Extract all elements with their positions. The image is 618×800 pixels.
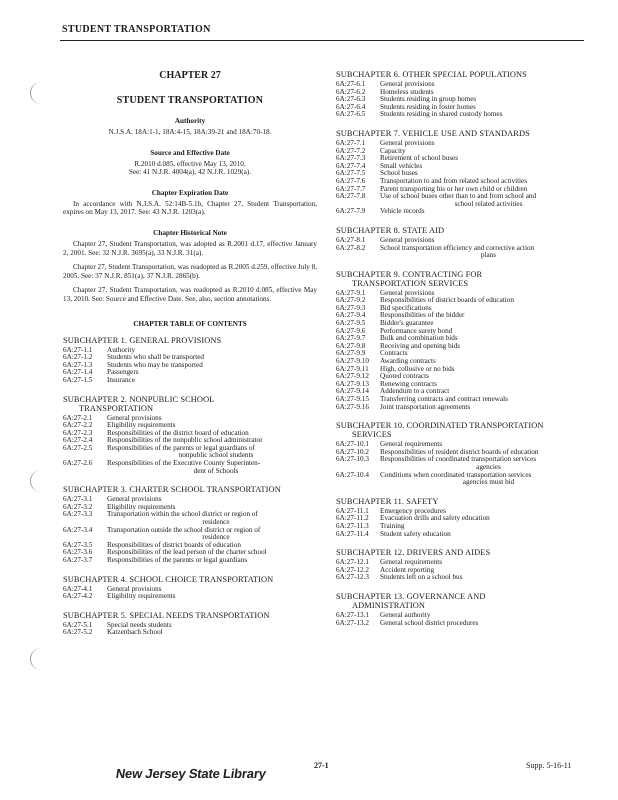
section-number: 6A:27-5.1 (63, 620, 93, 629)
section-title: Joint transportation agreements (380, 402, 471, 411)
section-number: 6A:27-9.13 (336, 379, 369, 388)
section-title: General provisions (380, 80, 435, 88)
section-title: General provisions (107, 584, 162, 593)
toc-entry (336, 472, 589, 487)
section-title: Eligibility requirements (107, 421, 176, 430)
supplement-date: Supp. 5-16-11 (526, 761, 572, 770)
section-number: 6A:27-12.1 (336, 558, 369, 567)
subchapter-title: SUBCHAPTER 9. CONTRACTING FOR (336, 269, 483, 279)
subchapter-title: SUBCHAPTER 4. SCHOOL CHOICE TRANSPORTATION (63, 574, 274, 584)
section-number: 6A:27-2.6 (63, 459, 93, 468)
toc-entry (63, 622, 317, 630)
section-title: Responsibilities of the bidder (380, 311, 465, 320)
chapter-title: STUDENT TRANSPORTATION (116, 95, 264, 106)
section-number: 6A:27-1.2 (63, 353, 93, 362)
section-number: 6A:27-7.9 (336, 207, 366, 216)
subchapter-section (336, 497, 589, 538)
toc-entry (63, 377, 317, 385)
section-number: 6A:27-9.12 (336, 372, 369, 381)
section-list (336, 559, 589, 582)
section-title: Responsibilities of coordinated transportation services (380, 455, 537, 464)
toc-entry (63, 460, 317, 475)
section-title: General provisions (380, 288, 435, 297)
section-title: General school district procedures (380, 618, 479, 627)
subchapter-section (63, 336, 317, 385)
section-title-wrap (107, 445, 317, 460)
section-title: Transportation to and from related school activities (380, 176, 528, 185)
history-paragraph: Chapter 27, Student Transportation, was adopted as R.2001 d.17, effective January 2, 2001. See: 32 N.J.R. 3695(a), 33 N.J.R. 31(a). (63, 239, 317, 257)
chapter-number: CHAPTER 27 (159, 70, 221, 81)
subchapter-heading (336, 70, 589, 79)
section-title-wrap (380, 111, 589, 119)
section-title: General provisions (380, 235, 435, 244)
toc-entry (336, 208, 589, 216)
section-number: 6A:27-2.5 (63, 443, 93, 452)
section-title: Homeless students (380, 87, 434, 96)
section-title: Evacuation drills and safety education (380, 514, 490, 523)
section-number: 6A:27-9.16 (336, 402, 369, 411)
toc-entry (336, 404, 589, 412)
section-title-wrap (380, 620, 589, 628)
section-number: 6A:27-3.2 (63, 502, 93, 511)
section-title: Eligibility requirements (107, 502, 176, 511)
subchapter-section (336, 592, 589, 627)
section-title: School buses (380, 169, 418, 178)
section-title: Students residing in group homes (380, 95, 477, 104)
punch-hole-mark (30, 648, 49, 670)
subchapter-heading (336, 270, 589, 288)
toc-entry (63, 557, 317, 565)
section-title: Responsibilities of the district board of education (107, 428, 249, 437)
section-title: General provisions (380, 138, 435, 147)
subchapter-heading (63, 395, 317, 413)
toc-entry (63, 445, 317, 460)
section-number: 6A:27-9.3 (336, 303, 366, 312)
section-number: 6A:27-7.5 (336, 169, 366, 178)
subchapter-title-continued: ADMINISTRATION (352, 600, 426, 610)
section-title: Transportation outside the school district or region of (107, 525, 261, 534)
section-title: Responsibilities of the lead person of the charter school (107, 548, 267, 557)
section-number: 6A:27-6.2 (336, 87, 366, 96)
section-title: Conditions when coordinated transportation services (380, 470, 532, 479)
section-title: Students who may be transported (107, 360, 203, 369)
history-paragraph: Chapter 27, Student Transportation, was readopted as R.2010 d.085, effective May 13, 2010. See: Source and Effective Date. See, also, section annotations. (63, 286, 317, 303)
section-title-wrap (380, 515, 589, 523)
section-title-continued: residence (202, 518, 230, 527)
toc-entry (63, 593, 317, 601)
toc-entry (63, 586, 317, 594)
subchapter-section (336, 70, 589, 119)
section-title-wrap (380, 140, 589, 148)
section-title-wrap (380, 193, 589, 208)
source-line: R.2010 d.085, effective May 13, 2010. (134, 159, 246, 168)
toc-entry (63, 629, 317, 637)
subchapter-title: SUBCHAPTER 6. OTHER SPECIAL POPULATIONS (336, 70, 527, 79)
section-title: Students residing in foster homes (380, 102, 476, 111)
expiration-heading: Chapter Expiration Date (151, 188, 229, 197)
running-head: STUDENT TRANSPORTATION (62, 24, 211, 35)
section-title: Small vehicles (380, 161, 423, 170)
toc-entry (336, 155, 589, 163)
section-title-wrap (107, 629, 317, 637)
section-number: 6A:27-2.4 (63, 436, 93, 445)
section-number: 6A:27-12.2 (336, 565, 369, 574)
section-list (63, 347, 317, 385)
section-number: 6A:27-7.3 (336, 154, 366, 163)
authority-text: N.J.S.A. 18A:1-1, 18A:4-15, 18A:39-21 and 18A:70-18. (108, 128, 272, 136)
section-number: 6A:27-9.14 (336, 387, 369, 396)
section-title: Retirement of school buses (380, 154, 459, 163)
subchapter-section (336, 270, 589, 412)
section-title-wrap (380, 472, 589, 487)
section-title: Students left on a school bus (380, 573, 463, 582)
subchapter-heading (63, 575, 317, 584)
toc-entry (336, 320, 589, 328)
section-number: 6A:27-3.3 (63, 510, 93, 519)
section-list (336, 81, 589, 119)
section-title-continued: residence (202, 533, 230, 542)
section-title: Parent transporting his or her own child or children (380, 184, 528, 193)
section-number: 6A:27-7.2 (336, 146, 366, 155)
section-number: 6A:27-1.1 (63, 345, 93, 354)
section-title: General authority (380, 610, 431, 619)
section-title: Use of school buses other than to and from school and (380, 192, 537, 201)
subchapter-title: SUBCHAPTER 10. COORDINATED TRANSPORTATION (336, 421, 544, 431)
section-title-wrap (380, 343, 589, 351)
section-number: 6A:27-2.2 (63, 421, 93, 430)
section-list (336, 612, 589, 627)
subchapter-heading (336, 497, 589, 506)
section-number: 6A:27-10.1 (336, 440, 369, 449)
toc-entry (336, 335, 589, 343)
section-title-wrap (107, 377, 317, 385)
subchapter-heading (63, 485, 317, 494)
section-title-wrap (380, 245, 589, 260)
toc-entry (336, 245, 589, 260)
section-title-wrap (380, 208, 589, 216)
section-title: Bulk and combination bids (380, 334, 458, 343)
section-list (336, 508, 589, 538)
toc-entry (63, 369, 317, 377)
toc-entry (336, 297, 589, 305)
subchapter-title-continued: TRANSPORTATION (79, 403, 154, 413)
subchapter-section (63, 395, 317, 476)
section-title: Students who shall be transported (107, 353, 205, 362)
section-list (63, 586, 317, 601)
section-number: 6A:27-11.2 (336, 514, 369, 523)
subchapter-title: SUBCHAPTER 8. STATE AID (336, 225, 445, 235)
section-number: 6A:27-8.2 (336, 243, 366, 252)
subchapter-title: SUBCHAPTER 2. NONPUBLIC SCHOOL (63, 394, 215, 404)
authority-heading: Authority (174, 117, 206, 125)
section-title: Capacity (380, 146, 406, 155)
section-title: Quoted contracts (380, 372, 429, 381)
section-list (336, 290, 589, 412)
section-list (336, 237, 589, 260)
section-number: 6A:27-9.11 (336, 364, 369, 373)
section-title: Transferring contracts and contract renewals (380, 395, 508, 403)
toc-entry (336, 350, 589, 358)
section-title: Eligibility requirements (107, 592, 176, 601)
subchapter-heading (336, 129, 589, 138)
toc-entry (63, 527, 317, 542)
section-list (336, 140, 589, 216)
section-title-wrap (107, 557, 317, 565)
section-number: 6A:27-5.2 (63, 628, 93, 637)
section-number: 6A:27-2.1 (63, 413, 93, 422)
section-number: 6A:27-1.4 (63, 368, 93, 377)
section-title: Passengers (107, 368, 139, 377)
section-number: 6A:27-11.3 (336, 521, 369, 530)
toc-entry (336, 373, 589, 381)
toc-entry (336, 559, 589, 567)
subchapter-title: SUBCHAPTER 11. SAFETY (336, 496, 439, 506)
section-title: Performance surety bond (380, 326, 453, 335)
section-title-wrap (107, 460, 317, 475)
section-title-continued: school related activities (454, 199, 523, 208)
section-title-continued: nonpublic school students (178, 451, 254, 460)
right-column (336, 66, 589, 627)
section-number: 6A:27-6.4 (336, 102, 366, 111)
section-number: 6A:27-6.5 (336, 110, 366, 119)
toc-entry (336, 523, 589, 531)
section-title-continued: plans (480, 251, 497, 260)
toc-entry (63, 362, 317, 370)
section-number: 6A:27-6.1 (336, 80, 366, 88)
section-number: 6A:27-11.4 (336, 529, 369, 538)
section-number: 6A:27-9.1 (336, 288, 366, 297)
section-title: Responsibilities of district boards of education (107, 540, 241, 549)
section-title: Insurance (107, 375, 135, 384)
section-title: Addendum to a contract (380, 387, 450, 396)
punch-hole-mark (30, 82, 49, 104)
subchapter-section (63, 485, 317, 564)
section-number: 6A:27-10.2 (336, 447, 369, 456)
toc-right (336, 70, 589, 627)
section-number: 6A:27-9.9 (336, 349, 366, 358)
subchapter-heading (63, 336, 317, 345)
toc-entry (336, 358, 589, 366)
section-list (63, 496, 317, 564)
section-number: 6A:27-7.6 (336, 176, 366, 185)
section-title-continued: agencies must bid (462, 478, 515, 487)
toc-entry (63, 415, 317, 423)
section-number: 6A:27-13.1 (336, 610, 369, 619)
subchapter-section (63, 611, 317, 637)
subchapter-section (336, 548, 589, 582)
section-title: Renewing contracts (380, 379, 437, 388)
section-title: Students residing in shared custody homes (380, 110, 503, 119)
subchapter-heading (63, 611, 317, 620)
section-number: 6A:27-7.7 (336, 184, 366, 193)
section-title: Responsibilities of the parents or legal guardians (107, 556, 248, 564)
section-title: Katzenbach School (107, 628, 163, 637)
section-title: Contracts (380, 349, 408, 358)
toc-entry (63, 496, 317, 504)
subchapter-title: SUBCHAPTER 1. GENERAL PROVISIONS (63, 335, 222, 345)
subchapter-title: SUBCHAPTER 5. SPECIAL NEEDS TRANSPORTATION (63, 610, 270, 620)
toc-entry (336, 456, 589, 471)
left-column (63, 66, 317, 637)
section-title: General requirements (380, 440, 443, 449)
subchapter-section (336, 421, 589, 487)
section-title-wrap (107, 511, 317, 526)
section-title: General requirements (380, 558, 443, 567)
section-number: 6A:27-9.7 (336, 334, 366, 343)
punch-hole-mark (30, 470, 49, 492)
section-title-wrap (380, 456, 589, 471)
section-number: 6A:27-1.3 (63, 360, 93, 369)
section-title: Responsibilities of district boards of education (380, 296, 514, 305)
history-paragraph: Chapter 27, Student Transportation, was readopted as R.2005 d.259, effective July 8, 2005. See: 37 N.J.R. 851(a), 37 N.J.R. 2865(b). (63, 263, 318, 280)
section-number: 6A:27-3.7 (63, 556, 93, 564)
section-title: Awarding contracts (380, 357, 436, 366)
toc-entry (336, 328, 589, 336)
section-number: 6A:27-7.4 (336, 161, 366, 170)
section-title: Responsibilities of the nonpublic school administrator (107, 436, 263, 445)
section-list (63, 622, 317, 637)
section-title: Responsibilities of the parents or legal guardians of (107, 443, 255, 452)
section-number: 6A:27-6.3 (336, 95, 366, 104)
section-title-wrap (380, 574, 589, 582)
toc-entry (336, 515, 589, 523)
toc-entry (336, 343, 589, 351)
section-number: 6A:27-4.2 (63, 592, 93, 601)
section-number: 6A:27-7.1 (336, 138, 366, 147)
subchapter-title: SUBCHAPTER 12. DRIVERS AND AIDES (336, 548, 491, 558)
section-title-wrap (380, 404, 589, 412)
section-number: 6A:27-2.3 (63, 428, 93, 437)
library-logo: New Jersey State Library (114, 766, 267, 781)
subchapter-title: SUBCHAPTER 7. VEHICLE USE AND STANDARDS (336, 128, 530, 138)
toc-entry (336, 567, 589, 575)
section-number: 6A:27-9.10 (336, 357, 369, 366)
section-number: 6A:27-3.4 (63, 525, 93, 534)
section-title: Receiving and opening bids (380, 341, 461, 350)
subchapter-title-continued: SERVICES (352, 430, 392, 440)
section-title: General provisions (107, 413, 162, 422)
subchapter-heading (336, 548, 589, 557)
toc-entry (336, 381, 589, 389)
section-title-wrap (380, 531, 589, 539)
section-list (63, 415, 317, 476)
section-title-wrap (107, 369, 317, 377)
section-title-continued: agencies (476, 462, 501, 471)
section-title: Vehicle records (380, 207, 425, 216)
source-heading: Source and Effective Date (150, 148, 230, 157)
section-title: Transportation within the school district or region of (107, 510, 258, 519)
section-title: Emergency procedures (380, 506, 446, 515)
header-rule (60, 40, 584, 41)
section-number: 6A:27-8.1 (336, 235, 366, 244)
section-number: 6A:27-11.1 (336, 506, 369, 515)
toc-left (63, 336, 317, 637)
section-title-wrap (107, 593, 317, 601)
section-title: School transportation efficiency and corrective action (380, 243, 535, 252)
section-number: 6A:27-12.3 (336, 573, 369, 582)
section-number: 6A:27-3.5 (63, 540, 93, 549)
toc-entry (336, 140, 589, 148)
section-number: 6A:27-3.6 (63, 548, 93, 557)
toc-entry (336, 163, 589, 171)
toc-entry (336, 531, 589, 539)
section-title: Accident reporting (380, 565, 435, 574)
toc-entry (336, 620, 589, 628)
subchapter-section (336, 129, 589, 216)
toc-heading: CHAPTER TABLE OF CONTENTS (133, 319, 247, 328)
toc-entry (336, 148, 589, 156)
section-number: 6A:27-10.4 (336, 470, 369, 479)
toc-entry (336, 81, 589, 89)
subchapter-section (63, 575, 317, 601)
history-heading: Chapter Historical Note (153, 228, 227, 237)
subchapter-section (336, 226, 589, 260)
section-list (336, 441, 589, 487)
subchapter-title: SUBCHAPTER 3. CHARTER SCHOOL TRANSPORTATION (63, 485, 281, 495)
subchapter-heading (336, 421, 589, 439)
section-title-wrap (107, 527, 317, 542)
section-title: Responsibilities of the Executive County Superinten- (107, 459, 261, 468)
section-title: Responsibilities of resident district boards of education (380, 447, 539, 456)
expiration-text: In accordance with N.J.S.A. 52:14B-5.1b, Chapter 27, Student Transportation, expires on May 13, 2017. See: 43 N.J.R. 1203(a). (63, 199, 317, 217)
section-title: General provisions (107, 495, 162, 504)
section-number: 6A:27-9.15 (336, 395, 369, 403)
section-number: 6A:27-7.8 (336, 192, 366, 201)
toc-entry (336, 366, 589, 374)
section-title: Authority (107, 345, 135, 354)
toc-entry (336, 312, 589, 320)
toc-entry (336, 574, 589, 582)
section-title-continued: dent of Schools (193, 466, 239, 475)
subchapter-title-continued: TRANSPORTATION SERVICES (352, 278, 469, 288)
section-title: Student safety education (380, 529, 451, 538)
section-number: 6A:27-9.4 (336, 311, 366, 320)
section-title: High, collusive or no bids (380, 364, 455, 373)
toc-entry (63, 511, 317, 526)
section-number: 6A:27-4.1 (63, 584, 93, 593)
section-number: 6A:27-9.2 (336, 296, 366, 305)
toc-entry (336, 111, 589, 119)
subchapter-heading (336, 592, 589, 610)
subchapter-title: SUBCHAPTER 13. GOVERNANCE AND (336, 591, 486, 601)
section-number: 6A:27-3.1 (63, 495, 93, 504)
section-title: Special needs students (107, 620, 172, 629)
section-title: Bid specifications (380, 303, 432, 312)
toc-entry (336, 193, 589, 208)
section-title: Bidder's guarantee (380, 319, 434, 328)
section-number: 6A:27-13.2 (336, 618, 369, 627)
page-number: 27-1 (314, 761, 329, 770)
section-number: 6A:27-9.8 (336, 341, 366, 350)
source-line: See: 41 N.J.R. 4004(a), 42 N.J.R. 1029(a). (128, 168, 252, 177)
subchapter-heading (336, 226, 589, 235)
section-number: 6A:27-1.5 (63, 375, 93, 384)
section-title: Training (380, 521, 405, 530)
section-number: 6A:27-10.3 (336, 455, 369, 464)
section-number: 6A:27-9.6 (336, 326, 366, 335)
section-number: 6A:27-9.5 (336, 319, 366, 328)
